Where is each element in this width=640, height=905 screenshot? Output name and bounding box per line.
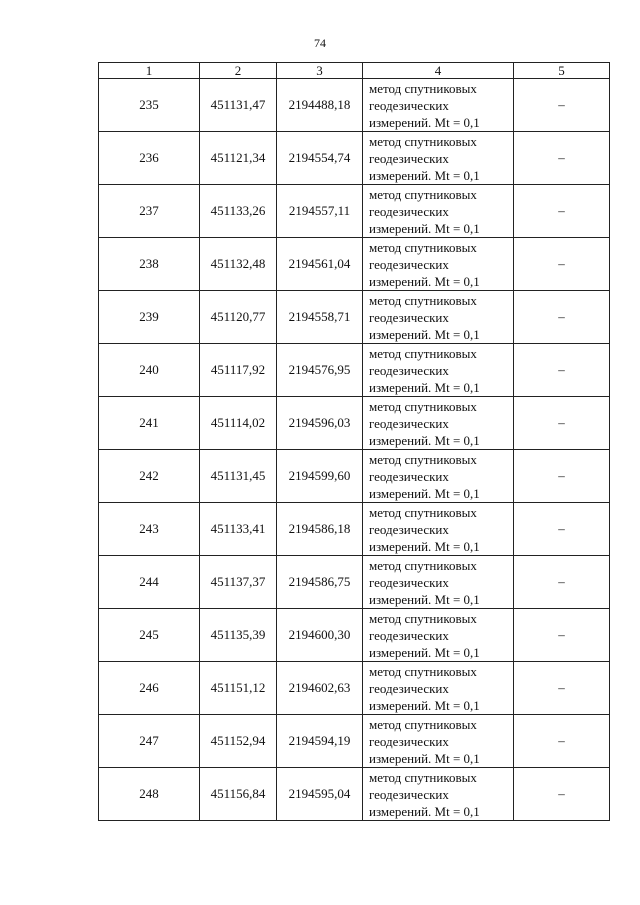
- method-line: измерений. Mt = 0,1: [369, 114, 480, 130]
- table-row: [99, 344, 610, 397]
- point-number-cell: 242: [99, 450, 200, 503]
- y-coordinate-cell: 2194599,60: [277, 450, 363, 503]
- x-coordinate-cell: 451120,77: [200, 291, 277, 344]
- y-coordinate-cell: 2194600,30: [277, 609, 363, 662]
- method-line: измерений. Mt = 0,1: [369, 591, 480, 607]
- x-coordinate-cell: 451151,12: [200, 662, 277, 715]
- method-line: геодезических: [369, 786, 449, 802]
- x-coordinate-cell: 451133,41: [200, 503, 277, 556]
- method-line: измерений. Mt = 0,1: [369, 432, 480, 448]
- table-row: [99, 556, 610, 609]
- method-line: измерений. Mt = 0,1: [369, 750, 480, 766]
- table-header-row: [99, 63, 610, 79]
- note-cell: –: [514, 185, 610, 238]
- method-line: измерений. Mt = 0,1: [369, 167, 480, 183]
- method-line: измерений. Mt = 0,1: [369, 644, 480, 660]
- method-line: измерений. Mt = 0,1: [369, 220, 480, 236]
- method-line: геодезических: [369, 574, 449, 590]
- method-line: измерений. Mt = 0,1: [369, 485, 480, 501]
- point-number-cell: 243: [99, 503, 200, 556]
- method-cell: [363, 715, 514, 768]
- method-cell: [363, 238, 514, 291]
- point-number-cell: 248: [99, 768, 200, 821]
- x-coordinate-cell: 451114,02: [200, 397, 277, 450]
- note-cell: –: [514, 397, 610, 450]
- method-cell: [363, 397, 514, 450]
- point-number-cell: 237: [99, 185, 200, 238]
- note-cell: –: [514, 238, 610, 291]
- method-cell: [363, 344, 514, 397]
- y-coordinate-cell: 2194576,95: [277, 344, 363, 397]
- note-cell: –: [514, 450, 610, 503]
- method-cell: [363, 79, 514, 132]
- y-coordinate-cell: 2194554,74: [277, 132, 363, 185]
- method-cell: [363, 132, 514, 185]
- method-line: метод спутниковых: [369, 557, 477, 573]
- method-cell: [363, 185, 514, 238]
- method-line: метод спутниковых: [369, 186, 477, 202]
- column-header-3: 3: [277, 63, 363, 79]
- method-line: метод спутниковых: [369, 504, 477, 520]
- method-cell: [363, 609, 514, 662]
- point-number-cell: 239: [99, 291, 200, 344]
- y-coordinate-cell: 2194586,18: [277, 503, 363, 556]
- method-line: измерений. Mt = 0,1: [369, 273, 480, 289]
- method-line: измерений. Mt = 0,1: [369, 803, 480, 819]
- method-line: геодезических: [369, 309, 449, 325]
- note-cell: –: [514, 768, 610, 821]
- x-coordinate-cell: 451132,48: [200, 238, 277, 291]
- method-line: геодезических: [369, 362, 449, 378]
- y-coordinate-cell: 2194602,63: [277, 662, 363, 715]
- point-number-cell: 238: [99, 238, 200, 291]
- method-line: измерений. Mt = 0,1: [369, 697, 480, 713]
- x-coordinate-cell: 451137,37: [200, 556, 277, 609]
- method-cell: [363, 503, 514, 556]
- method-line: геодезических: [369, 680, 449, 696]
- column-header-2: 2: [200, 63, 277, 79]
- method-line: геодезических: [369, 468, 449, 484]
- method-line: метод спутниковых: [369, 451, 477, 467]
- method-line: метод спутниковых: [369, 80, 477, 96]
- note-cell: –: [514, 715, 610, 768]
- table-row: [99, 79, 610, 132]
- y-coordinate-cell: 2194595,04: [277, 768, 363, 821]
- method-line: геодезических: [369, 733, 449, 749]
- table-row: [99, 238, 610, 291]
- method-cell: [363, 291, 514, 344]
- point-number-cell: 244: [99, 556, 200, 609]
- point-number-cell: 245: [99, 609, 200, 662]
- table-row: [99, 397, 610, 450]
- method-line: геодезических: [369, 256, 449, 272]
- column-header-5: 5: [514, 63, 610, 79]
- point-number-cell: 246: [99, 662, 200, 715]
- x-coordinate-cell: 451121,34: [200, 132, 277, 185]
- point-number-cell: 241: [99, 397, 200, 450]
- x-coordinate-cell: 451135,39: [200, 609, 277, 662]
- note-cell: –: [514, 132, 610, 185]
- table-row: [99, 768, 610, 821]
- method-line: геодезических: [369, 521, 449, 537]
- column-header-4: 4: [363, 63, 514, 79]
- coordinates-table: [98, 62, 610, 821]
- x-coordinate-cell: 451131,47: [200, 79, 277, 132]
- note-cell: –: [514, 344, 610, 397]
- x-coordinate-cell: 451133,26: [200, 185, 277, 238]
- x-coordinate-cell: 451156,84: [200, 768, 277, 821]
- method-line: геодезических: [369, 150, 449, 166]
- y-coordinate-cell: 2194488,18: [277, 79, 363, 132]
- table-row: [99, 609, 610, 662]
- table-row: [99, 185, 610, 238]
- page-number: 74: [314, 36, 326, 50]
- table-row: [99, 132, 610, 185]
- method-line: измерений. Mt = 0,1: [369, 538, 480, 554]
- y-coordinate-cell: 2194594,19: [277, 715, 363, 768]
- note-cell: –: [514, 556, 610, 609]
- method-line: геодезических: [369, 627, 449, 643]
- point-number-cell: 235: [99, 79, 200, 132]
- method-cell: [363, 556, 514, 609]
- note-cell: –: [514, 79, 610, 132]
- y-coordinate-cell: 2194558,71: [277, 291, 363, 344]
- y-coordinate-cell: 2194557,11: [277, 185, 363, 238]
- method-cell: [363, 450, 514, 503]
- method-line: метод спутниковых: [369, 398, 477, 414]
- y-coordinate-cell: 2194596,03: [277, 397, 363, 450]
- table-row: [99, 450, 610, 503]
- method-line: метод спутниковых: [369, 345, 477, 361]
- method-line: метод спутниковых: [369, 663, 477, 679]
- x-coordinate-cell: 451131,45: [200, 450, 277, 503]
- table-row: [99, 715, 610, 768]
- method-line: метод спутниковых: [369, 716, 477, 732]
- method-line: измерений. Mt = 0,1: [369, 379, 480, 395]
- x-coordinate-cell: 451117,92: [200, 344, 277, 397]
- table-row: [99, 291, 610, 344]
- method-line: геодезических: [369, 203, 449, 219]
- note-cell: –: [514, 609, 610, 662]
- table-body: [99, 79, 610, 821]
- column-header-1: 1: [99, 63, 200, 79]
- point-number-cell: 247: [99, 715, 200, 768]
- note-cell: –: [514, 662, 610, 715]
- method-line: измерений. Mt = 0,1: [369, 326, 480, 342]
- point-number-cell: 236: [99, 132, 200, 185]
- note-cell: –: [514, 503, 610, 556]
- method-cell: [363, 662, 514, 715]
- y-coordinate-cell: 2194586,75: [277, 556, 363, 609]
- method-cell: [363, 768, 514, 821]
- method-line: метод спутниковых: [369, 769, 477, 785]
- note-cell: –: [514, 291, 610, 344]
- method-line: геодезических: [369, 97, 449, 113]
- method-line: метод спутниковых: [369, 610, 477, 626]
- y-coordinate-cell: 2194561,04: [277, 238, 363, 291]
- table-row: [99, 662, 610, 715]
- x-coordinate-cell: 451152,94: [200, 715, 277, 768]
- method-line: метод спутниковых: [369, 133, 477, 149]
- table-row: [99, 503, 610, 556]
- method-line: геодезических: [369, 415, 449, 431]
- method-line: метод спутниковых: [369, 239, 477, 255]
- method-line: метод спутниковых: [369, 292, 477, 308]
- point-number-cell: 240: [99, 344, 200, 397]
